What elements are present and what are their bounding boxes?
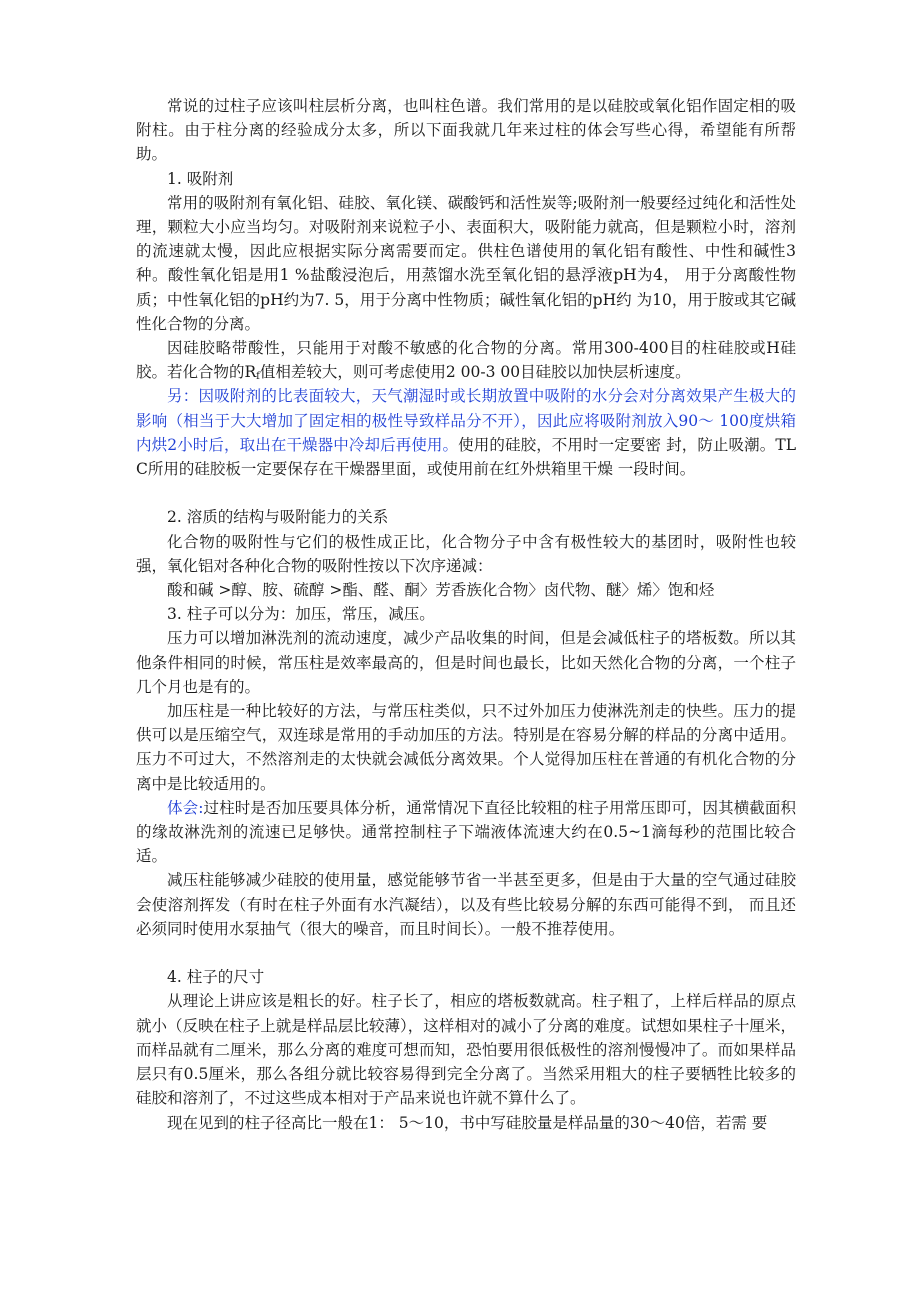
adsorbent-paragraph: 常用的吸附剂有氧化铝、硅胶、氧化镁、碳酸钙和活性炭等;吸附剂一般要经过纯化和活性处理，颗粒大小应当均匀。对吸附剂来说粒子小、表面积大，吸附能力就高，但是颗粒小时，溶剂的流速就太慢，因此应根据实际分离需要而定。供柱色谱使用的氧化铝有酸性、中性和碱性3种。酸性氧化铝是用1 %盐酸浸泡后，用蒸馏水洗至氧化铝的悬浮液pH为4， 用于分离酸性物质；中性氧化铝的pH约为7. 5，用于分离中性物质；碱性氧化铝的pH约 为10，用于胺或其它碱性化合物的分离。	[136, 193, 796, 333]
rf-subscript: f	[256, 371, 260, 383]
adsorption-order: 酸和碱 >醇、胺、硫醇 >酯、醛、酮〉芳香族化合物〉卤代物、醚〉烯〉饱和烃	[167, 581, 715, 600]
pressure-paragraph: 压力可以增加淋洗剂的流动速度，减少产品收集的时间，但是会减低柱子的塔板数。所以其他条件相同的时候，常压柱是效率最高的，但是时间也最长，比如天然化合物的分离，一个柱子几个月也是有的。	[136, 629, 796, 696]
intro-paragraph: 常说的过柱子应该叫柱层析分离，也叫柱色谱。我们常用的是以硅胶或氧化铝作固定相的吸附柱。由于柱分离的经验成分太多，所以下面我就几年来过柱的体会写些心得，希望能有所帮助。	[136, 97, 796, 164]
experience-text: 过柱时是否加压要具体分析，通常情况下直径比较粗的柱子用常压即可，因其横截面积的缘故淋洗剂的流速已足够快。通常控制柱子下端液体流速大约在0.5~1滴每秒的范围比较合适。	[136, 798, 796, 866]
section-heading-pressure: 3. 柱子可以分为：加压，常压，减压。	[167, 605, 435, 624]
blank-line	[136, 481, 796, 505]
drying-note-paragraph	[136, 384, 796, 481]
drying-note-text: 使用的硅胶，不用时一定要密 封，防止吸潮。TLC所用的硅胶板一定要保存在干燥器里面，或使用前在红外烘箱里干燥 一段时间。	[136, 435, 796, 479]
section-heading-structure: 2. 溶质的结构与吸附能力的关系	[167, 508, 389, 527]
document-body	[136, 94, 796, 1135]
polarity-paragraph: 化合物的吸附性与它们的极性成正比，化合物分子中含有极性较大的基团时，吸附性也较强，氧化铝对各种化合物的吸附性按以下次序递减：	[136, 532, 796, 575]
experience-label: 体会:	[167, 798, 204, 817]
blank-line	[136, 941, 796, 965]
silica-text-end: 值相差较大，则可考虑使用2 00-3 00目硅胶以加快层析速度。	[259, 363, 691, 382]
vacuum-column-paragraph: 减压柱能够减少硅胶的使用量，感觉能够节省一半甚至更多，但是由于大量的空气通过硅胶会使溶剂挥发（有时在柱子外面有水汽凝结），以及有些比较易分解的东西可能得不到， 而且还必须同时使用水泵抽气（很大的噪音，而且时间长）。一般不推荐使用。	[136, 871, 796, 938]
section-heading-adsorbent: 1. 吸附剂	[167, 169, 234, 188]
silica-paragraph	[136, 336, 796, 384]
column-size-paragraph: 从理论上讲应该是粗长的好。柱子长了，相应的塔板数就高。柱子粗了，上样后样品的原点就小（反映在柱子上就是样品层比较薄），这样相对的减小了分离的难度。试想如果柱子十厘米，而样品就有二厘米，那么分离的难度可想而知，恐怕要用很低极性的溶剂慢慢冲了。而如果样品层只有0.5厘米，那么各组分就比较容易得到完全分离了。当然采用粗大的柱子要牺牲比较多的硅胶和溶剂了，不过这些成本相对于产品来说也许就不算什么了。	[136, 992, 796, 1108]
experience-paragraph	[136, 796, 796, 869]
pressurized-column-paragraph: 加压柱是一种比较好的方法，与常压柱类似，只不过外加压力使淋洗剂走的快些。压力的提供可以是压缩空气，双连球是常用的手动加压的方法。特别是在容易分解的样品的分离中适用。压力不可过大，不然溶剂走的太快就会减低分离效果。个人觉得加压柱在普通的有机化合物的分离中是比较适用的。	[136, 702, 796, 793]
section-heading-size: 4. 柱子的尺寸	[167, 968, 265, 987]
drying-note-highlight: 另：因吸附剂的比表面较大，天气潮湿时或长期放置中吸附的水分会对分离效果产生极大的影响（相当于大大增加了固定相的极性导致样品分不开），因此应将吸附剂放入90〜 100度烘箱内烘2小时后，取出在干燥器中冷却后再使用。	[136, 387, 796, 454]
ratio-paragraph: 现在见到的柱子径高比一般在1： 5〜10，书中写硅胶量是样品量的30〜40倍，若需 要	[167, 1113, 768, 1132]
silica-text-start: 因硅胶略带酸性，只能用于对酸不敏感的化合物的分离。常用300-400目的柱硅胶或H硅胶。若化合物的R	[136, 339, 796, 382]
